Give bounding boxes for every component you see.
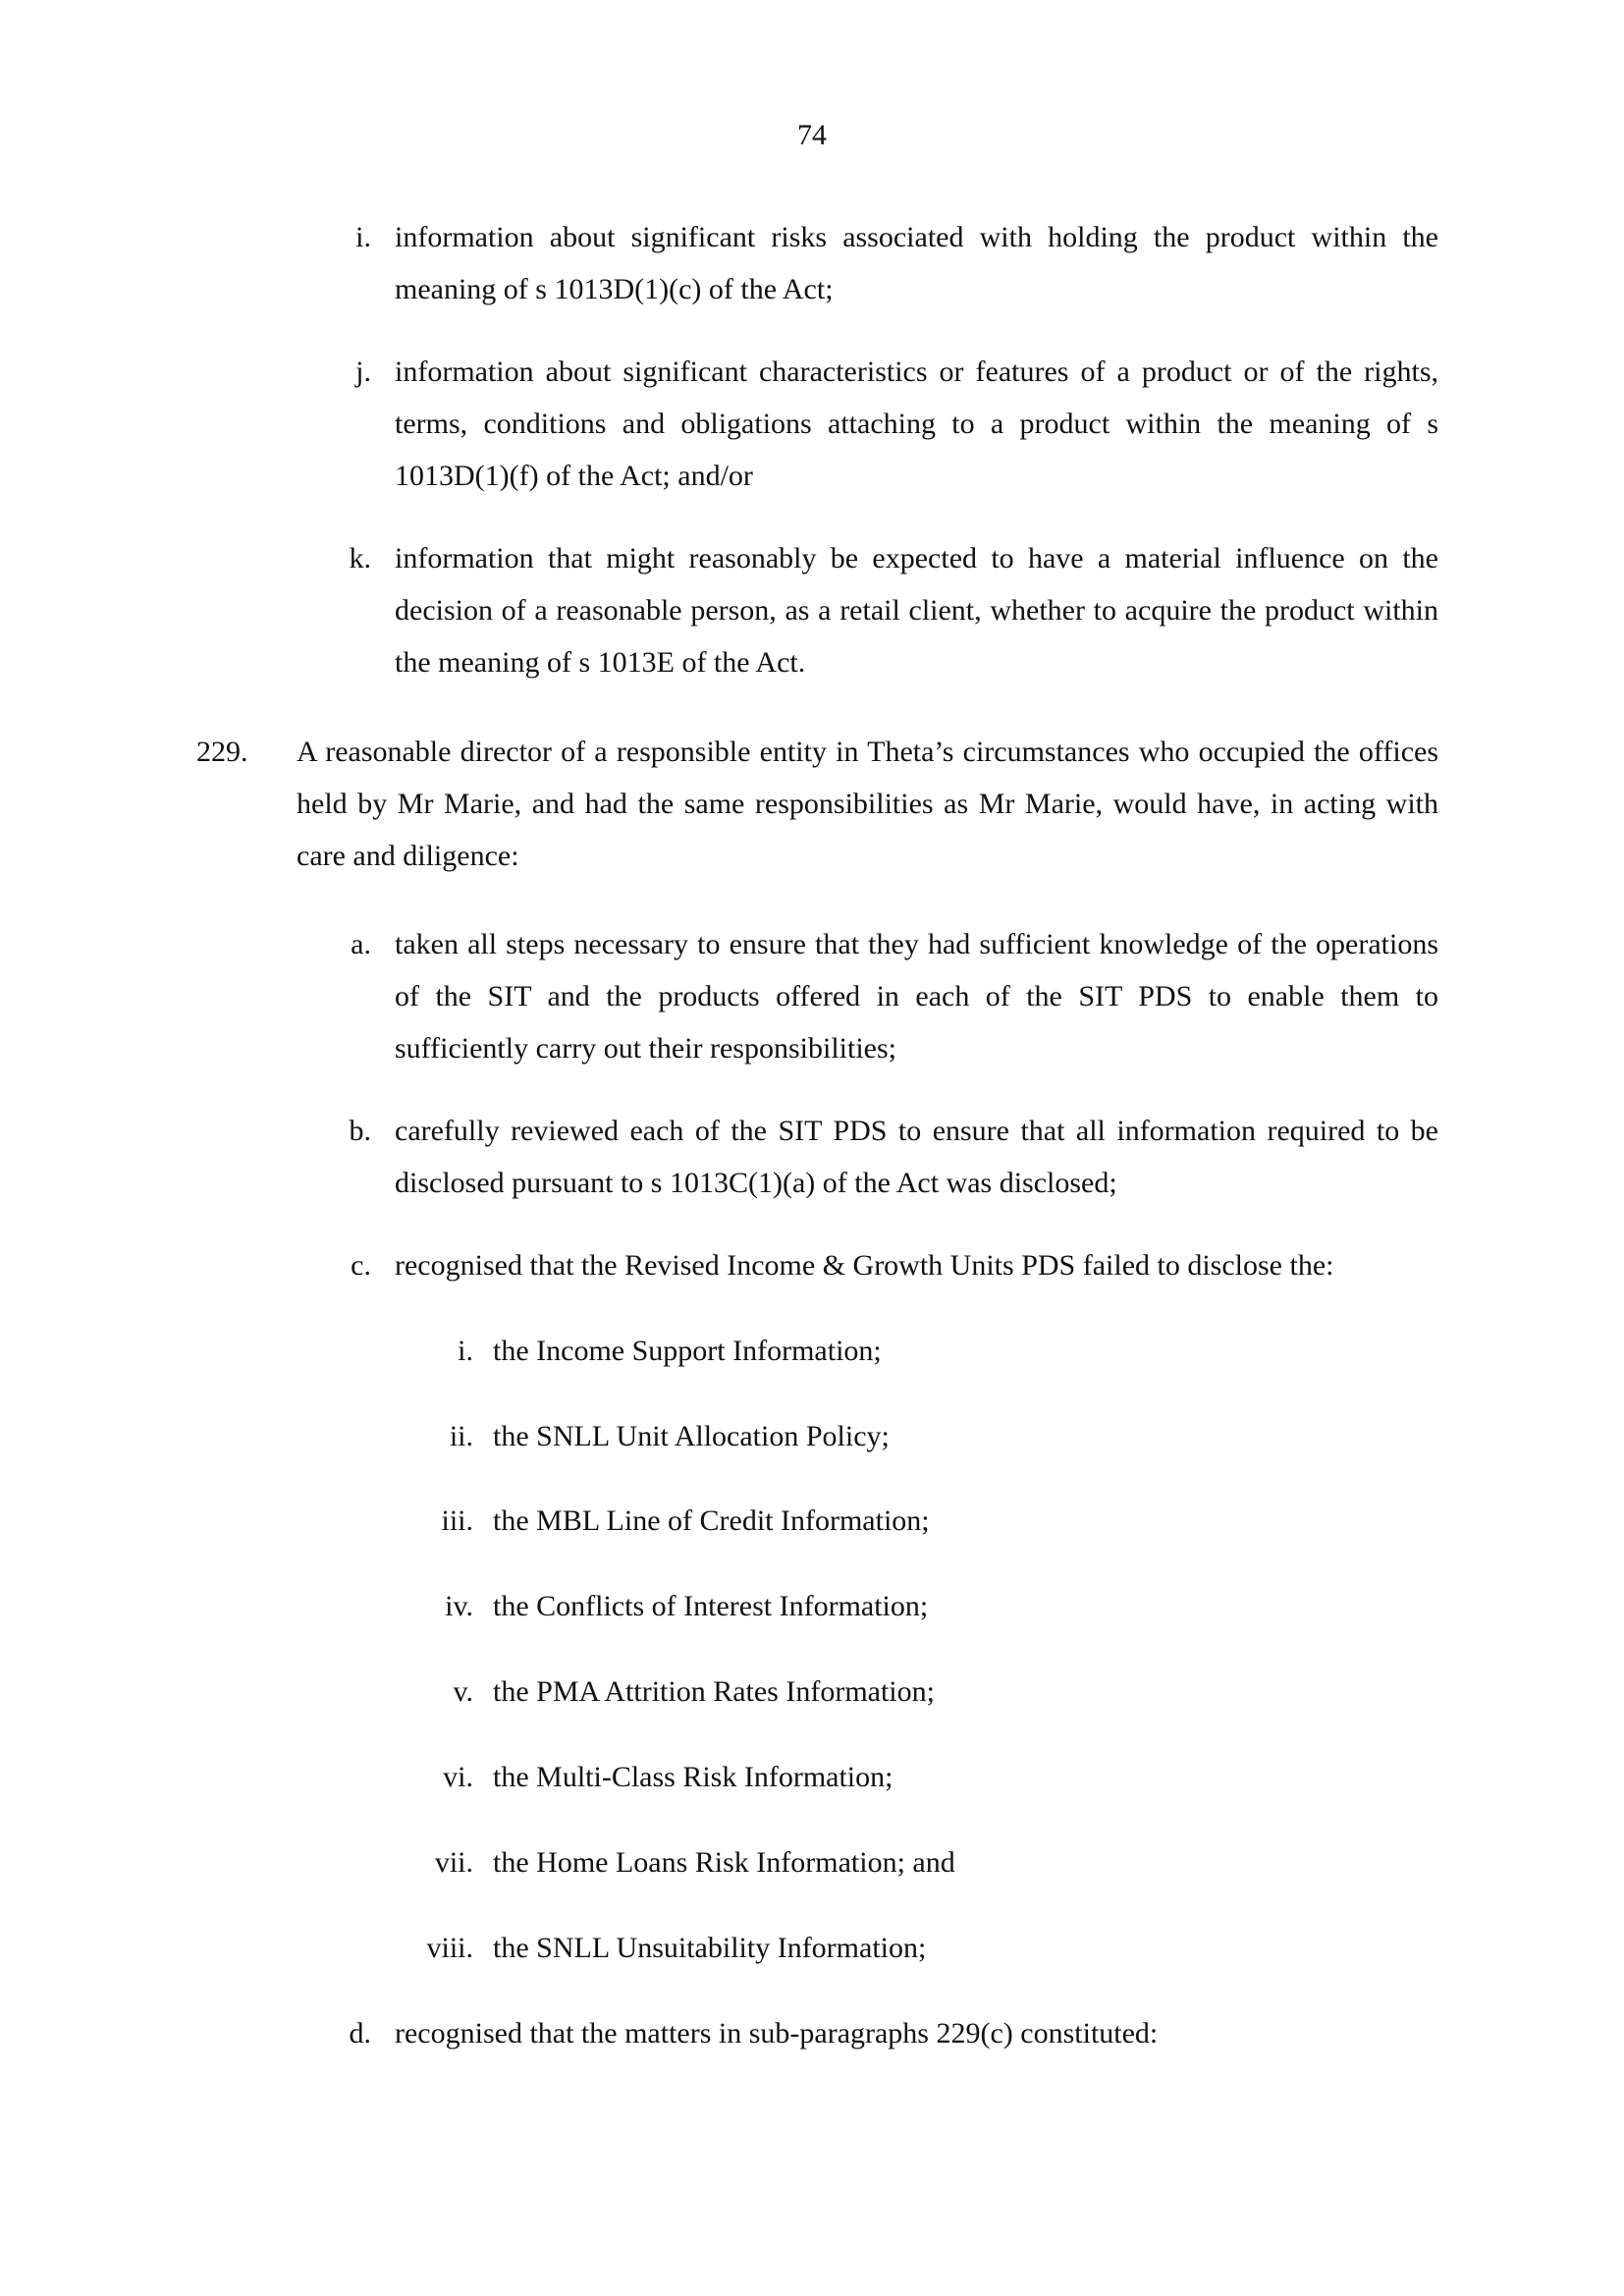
list-item-text: recognised that the matters in sub-paragraphs 229(c) constituted:	[395, 2017, 1159, 2050]
roman-item-i	[458, 1325, 1438, 1377]
list-item-label: i.	[458, 1335, 473, 1367]
list-item-text: carefully reviewed each of the SIT PDS to ensure that all information required to be disclosed pursuant to s 1013C(1)(a) of the Act was disclosed;	[395, 1115, 1438, 1199]
list-item-label: vi.	[443, 1761, 473, 1793]
list-item-k	[349, 532, 1438, 688]
roman-item-vi	[443, 1751, 1438, 1803]
list-item-text: information about significant risks associated with holding the product within the meaning of s 1013D(1)(c) of the Act;	[395, 221, 1438, 305]
list-item-text: the Multi-Class Risk Information;	[493, 1761, 893, 1793]
list-item-text: the Conflicts of Interest Information;	[493, 1590, 929, 1622]
list-item-text: recognised that the Revised Income & Growth Units PDS failed to disclose the:	[395, 1249, 1334, 1282]
list-item-label: k.	[349, 542, 371, 574]
roman-item-ii	[449, 1410, 1438, 1462]
sub-item-b	[349, 1105, 1438, 1209]
list-item-label: d.	[349, 2017, 371, 2050]
roman-item-viii	[426, 1922, 1438, 1974]
list-item-text: the SNLL Unit Allocation Policy;	[493, 1420, 890, 1452]
list-item-label: c.	[351, 1249, 371, 1282]
list-item-text: taken all steps necessary to ensure that they had sufficient knowledge of the operations of the SIT and the products offered in each of the SIT PDS to enable them to sufficiently carry out their responsibilities;	[395, 928, 1438, 1065]
list-item-label: b.	[349, 1115, 371, 1147]
paragraph-229	[196, 726, 1438, 882]
roman-item-iv	[445, 1580, 1438, 1632]
list-item-text: information that might reasonably be expected to have a material influence on the decision of a reasonable person, as a retail client, whether to acquire the product within the meaning of s 1013E of the Act.	[395, 542, 1438, 679]
list-item-label: vii.	[434, 1846, 473, 1879]
roman-item-v	[453, 1666, 1438, 1718]
list-item-label: j.	[355, 355, 371, 388]
list-item-label: iii.	[441, 1504, 473, 1537]
list-item-j	[355, 346, 1438, 502]
list-item-label: v.	[453, 1675, 473, 1708]
list-item-label: a.	[351, 928, 371, 960]
list-item-text: the PMA Attrition Rates Information;	[493, 1675, 935, 1708]
list-item-text: the Home Loans Risk Information; and	[493, 1846, 955, 1879]
sub-item-a	[351, 918, 1438, 1074]
sub-item-c	[351, 1239, 1438, 1291]
list-item-text: the MBL Line of Credit Information;	[493, 1504, 930, 1537]
list-item-i	[355, 211, 1438, 315]
sub-item-d	[349, 2007, 1438, 2059]
roman-item-iii	[441, 1495, 1438, 1547]
list-item-text: the SNLL Unsuitability Information;	[493, 1932, 927, 1964]
list-item-label: ii.	[449, 1420, 473, 1452]
paragraph-number: 229.	[196, 736, 248, 768]
list-item-text: the Income Support Information;	[493, 1335, 882, 1367]
page-number: 74	[797, 119, 827, 151]
roman-item-vii	[434, 1836, 1438, 1888]
list-item-text: information about significant characteristics or features of a product or of the rights, terms, conditions and obligations attaching to a product within the meaning of s 1013D(1)(f) of the Act; and/or	[395, 355, 1438, 492]
paragraph-text: A reasonable director of a responsible entity in Theta’s circumstances who occupied the offices held by Mr Marie, and had the same responsibilities as Mr Marie, would have, in acting with care and diligence:	[297, 736, 1438, 872]
list-item-label: i.	[355, 221, 371, 253]
list-item-label: viii.	[426, 1932, 473, 1964]
list-item-label: iv.	[445, 1590, 473, 1622]
